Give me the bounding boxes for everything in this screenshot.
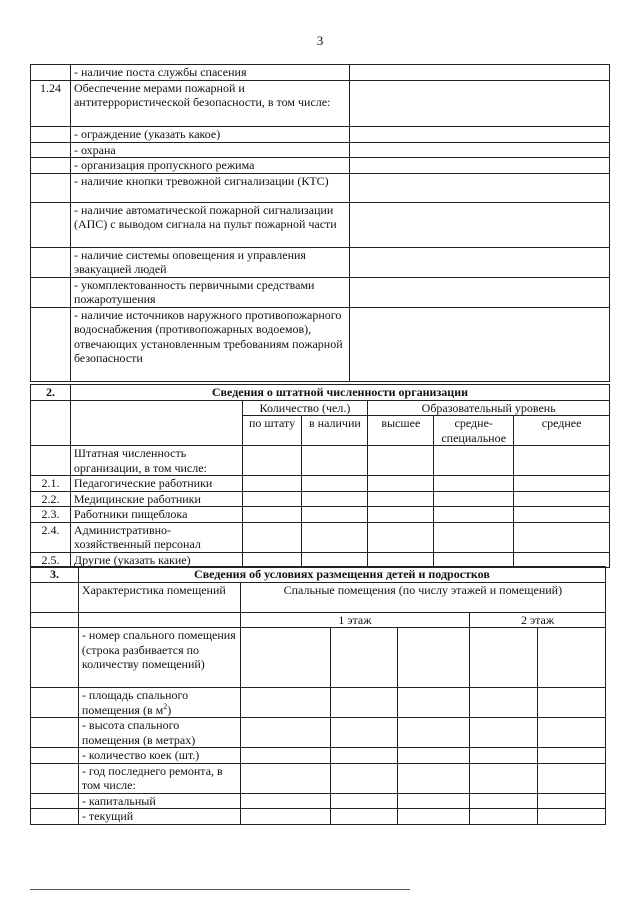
header-higher: высшее	[368, 416, 434, 446]
value-cell	[240, 688, 330, 718]
value-cell	[330, 718, 398, 748]
value-cell	[330, 688, 398, 718]
row-label: - высота спального помещения (в метрах)	[78, 718, 240, 748]
empty-cell	[31, 809, 79, 825]
row-label-tail: )	[167, 702, 172, 717]
value-cell	[330, 628, 398, 688]
header-row	[31, 612, 606, 628]
value-cell	[398, 628, 470, 688]
value-cell	[398, 688, 470, 718]
empty-cell	[31, 718, 79, 748]
empty-cell	[70, 400, 242, 446]
value-cell	[470, 763, 538, 793]
row-number: 1.24	[31, 80, 71, 126]
table-row	[31, 80, 610, 126]
value-cell	[242, 446, 302, 476]
row-label: - количество коек (шт.)	[78, 748, 240, 764]
row-label: - наличие автоматической пожарной сигнализации (АПС) с выводом сигнала на пульт пожарной части	[70, 202, 349, 247]
empty-cell	[31, 582, 79, 612]
page-number: 3	[316, 33, 324, 48]
section-heading-row	[31, 567, 606, 583]
row-number	[31, 158, 71, 174]
row-label: Педагогические работники	[70, 476, 242, 492]
row-label: - наличие поста службы спасения	[70, 65, 349, 81]
row-label: - ограждение (указать какое)	[70, 126, 349, 142]
table-row	[31, 476, 610, 492]
value-cell	[368, 522, 434, 552]
value-cell	[242, 491, 302, 507]
value-cell	[302, 491, 368, 507]
value-cell	[240, 718, 330, 748]
staff-table	[30, 384, 610, 568]
row-label: Штатная численность организации, в том числе:	[70, 446, 242, 476]
row-label: Административно-хозяйственный персонал	[70, 522, 242, 552]
value-cell	[514, 491, 610, 507]
row-number: 2.4.	[31, 522, 71, 552]
value-cell	[330, 748, 398, 764]
empty-cell	[31, 612, 79, 628]
value-cell	[434, 446, 514, 476]
value-cell	[240, 748, 330, 764]
row-number	[31, 202, 71, 247]
row-number	[31, 446, 71, 476]
value-cell	[538, 748, 606, 764]
value-cell	[240, 628, 330, 688]
section-heading-row	[31, 385, 610, 401]
table-row	[31, 628, 606, 688]
value-cell	[470, 809, 538, 825]
row-number	[31, 247, 71, 277]
value-cell	[538, 718, 606, 748]
section-number: 2.	[31, 385, 71, 401]
header-count: Количество (чел.)	[242, 400, 368, 416]
value-cell	[330, 809, 398, 825]
section-title: Сведения об условиях размещения детей и подростков	[78, 567, 605, 583]
value-cell	[398, 793, 470, 809]
row-label: - наличие источников наружного противопожарного водоснабжения (противопожарных водоемов), отвечающих установленным требованиям пожарной безопасности	[70, 307, 349, 381]
table-row	[31, 247, 610, 277]
table-row	[31, 507, 610, 523]
value-cell	[349, 80, 609, 126]
value-cell	[398, 718, 470, 748]
value-cell	[242, 507, 302, 523]
header-by-staff: по штату	[242, 416, 302, 446]
row-label: - охрана	[70, 142, 349, 158]
table-row	[31, 446, 610, 476]
row-number	[31, 307, 71, 381]
value-cell	[240, 809, 330, 825]
table-row	[31, 491, 610, 507]
row-label: - капитальный	[78, 793, 240, 809]
section-title: Сведения о штатной численности организации	[70, 385, 609, 401]
row-number	[31, 126, 71, 142]
row-label: Другие (указать какие)	[70, 552, 242, 568]
value-cell	[538, 809, 606, 825]
value-cell	[470, 793, 538, 809]
table-row	[31, 748, 606, 764]
value-cell	[538, 688, 606, 718]
value-cell	[349, 247, 609, 277]
row-label: - организация пропускного режима	[70, 158, 349, 174]
value-cell	[514, 507, 610, 523]
empty-cell	[31, 793, 79, 809]
table-row	[31, 688, 606, 718]
value-cell	[368, 507, 434, 523]
table-row	[31, 202, 610, 247]
row-label: Медицинские работники	[70, 491, 242, 507]
value-cell	[349, 142, 609, 158]
row-label: - текущий	[78, 809, 240, 825]
value-cell	[434, 522, 514, 552]
header-floor-1: 1 этаж	[240, 612, 469, 628]
value-cell	[349, 202, 609, 247]
value-cell	[538, 763, 606, 793]
empty-cell	[31, 400, 71, 446]
value-cell	[302, 522, 368, 552]
value-cell	[368, 476, 434, 492]
table-row	[31, 158, 610, 174]
header-actual: в наличии	[302, 416, 368, 446]
header-secondary: среднее	[514, 416, 610, 446]
value-cell	[242, 522, 302, 552]
value-cell	[368, 446, 434, 476]
table-row	[31, 142, 610, 158]
value-cell	[470, 628, 538, 688]
row-label: - укомплектованность первичными средствами пожаротушения	[70, 277, 349, 307]
section-number: 3.	[31, 567, 79, 583]
row-number	[31, 65, 71, 81]
row-label: - наличие системы оповещения и управления эвакуацией людей	[70, 247, 349, 277]
empty-cell	[31, 748, 79, 764]
value-cell	[470, 718, 538, 748]
value-cell	[302, 476, 368, 492]
value-cell	[538, 628, 606, 688]
table-row	[31, 126, 610, 142]
value-cell	[514, 446, 610, 476]
fire-safety-table	[30, 64, 610, 382]
empty-cell	[78, 612, 240, 628]
value-cell	[349, 126, 609, 142]
table-row	[31, 522, 610, 552]
row-label: - номер спального помещения (строка разбивается по количеству помещений)	[78, 628, 240, 688]
value-cell	[398, 809, 470, 825]
table-row	[31, 763, 606, 793]
value-cell	[434, 507, 514, 523]
header-education: Образовательный уровень	[368, 400, 610, 416]
table-row	[31, 173, 610, 202]
row-label: - наличие кнопки тревожной сигнализации (КТС)	[70, 173, 349, 202]
header-special: средне-специальное	[434, 416, 514, 446]
value-cell	[302, 446, 368, 476]
value-cell	[349, 173, 609, 202]
row-label: Обеспечение мерами пожарной и антитеррористической безопасности, в том числе:	[70, 80, 349, 126]
row-number	[31, 142, 71, 158]
row-number	[31, 173, 71, 202]
row-number: 2.5.	[31, 552, 71, 568]
value-cell	[514, 476, 610, 492]
value-cell	[349, 158, 609, 174]
header-row	[31, 582, 606, 612]
footer-rule	[30, 889, 410, 890]
value-cell	[242, 476, 302, 492]
empty-cell	[31, 628, 79, 688]
value-cell	[538, 793, 606, 809]
value-cell	[349, 307, 609, 381]
value-cell	[514, 522, 610, 552]
value-cell	[434, 491, 514, 507]
header-characteristics: Характеристика помещений	[78, 582, 240, 612]
header-row	[31, 400, 610, 416]
table-row	[31, 65, 610, 81]
value-cell	[330, 763, 398, 793]
value-cell	[349, 65, 609, 81]
row-number: 2.3.	[31, 507, 71, 523]
superscript: 2	[163, 701, 168, 711]
row-number: 2.1.	[31, 476, 71, 492]
row-number	[31, 277, 71, 307]
value-cell	[330, 793, 398, 809]
row-label: - год последнего ремонта, в том числе:	[78, 763, 240, 793]
table-row	[31, 793, 606, 809]
empty-cell	[31, 688, 79, 718]
value-cell	[398, 748, 470, 764]
header-sleeping-rooms: Спальные помещения (по числу этажей и помещений)	[240, 582, 605, 612]
value-cell	[470, 748, 538, 764]
accommodation-table	[30, 566, 606, 825]
value-cell	[240, 763, 330, 793]
row-number: 2.2.	[31, 491, 71, 507]
value-cell	[349, 277, 609, 307]
value-cell	[302, 507, 368, 523]
row-label: Работники пищеблока	[70, 507, 242, 523]
value-cell	[240, 793, 330, 809]
value-cell	[470, 688, 538, 718]
value-cell	[434, 476, 514, 492]
empty-cell	[31, 763, 79, 793]
table-row	[31, 809, 606, 825]
value-cell	[398, 763, 470, 793]
value-cell	[368, 491, 434, 507]
row-label	[78, 688, 240, 718]
table-row	[31, 277, 610, 307]
table-row	[31, 718, 606, 748]
table-row	[31, 307, 610, 381]
row-label-text: - площадь спального помещения (в м	[81, 688, 189, 717]
header-floor-2: 2 этаж	[470, 612, 606, 628]
